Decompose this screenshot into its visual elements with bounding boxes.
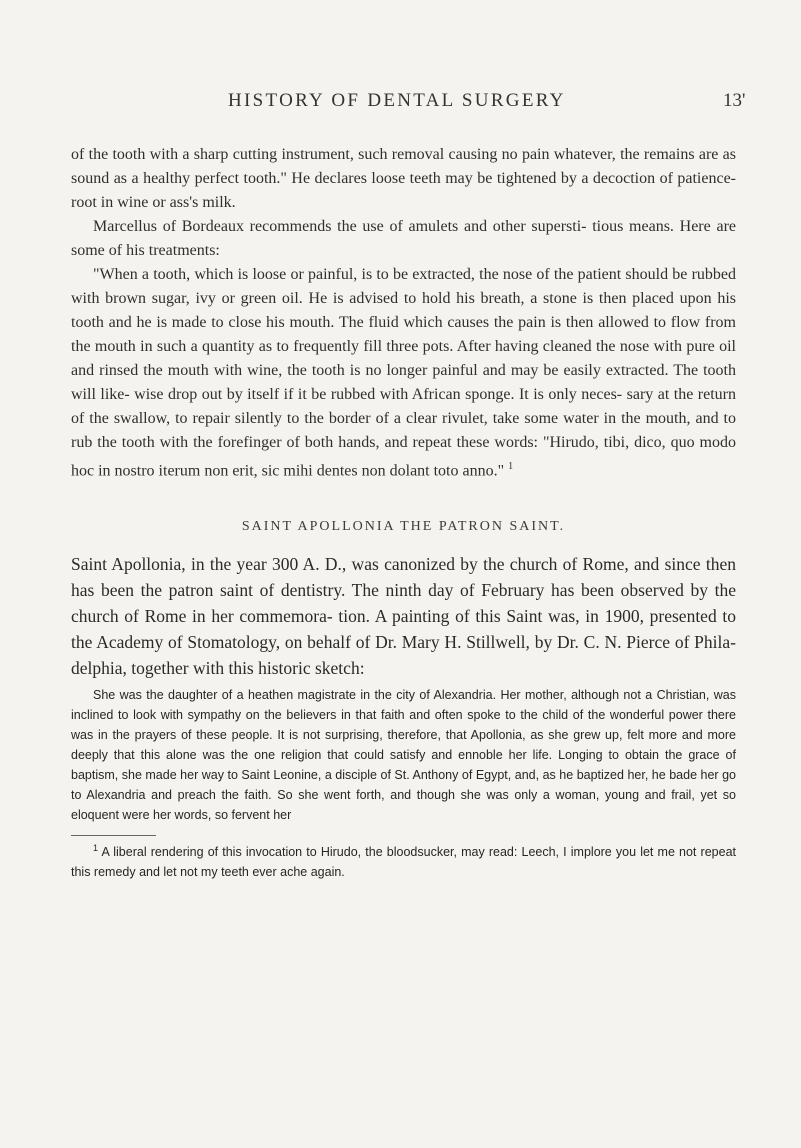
page-body xyxy=(71,143,736,882)
running-head xyxy=(0,90,801,120)
paragraph-apollonia: Saint Apollonia, in the year 300 A. D., was canonized by the church of Rome, and since then has been the patron saint of dentistry. The ninth day of February has been observed by the church of Rome in her commemora- tion. A painting of this Saint was, in 1900, presented to the Academy of Stomatology, on behalf of Dr. Mary H. Stillwell, by Dr. C. N. Pierce of Phila- delphia, together with this historic sketch: xyxy=(71,554,736,679)
paragraph-treatment-quote xyxy=(71,263,736,483)
footnote-divider xyxy=(71,835,156,836)
historic-sketch-quote: She was the daughter of a heathen magistrate in the city of Alexandria. Her mother, although not a Christian, was inclined to look with sympathy on the believers in that faith and often spoke to the child of the wonderful power there was in the prayers of these people. It is not surprising, therefore, that Apollonia, as she grew up, felt more and more deeply that this alone was the one religion that could satisfy and ennoble her life. Longing to obtain the grace of baptism, she made her way to Saint Leonine, a disciple of St. Anthony of Egypt, and, as he baptized her, he bade her go to Alexandria and preach the faith. So she went forth, and though she was only a woman, young and frail, yet so eloquent were her words, so fervent her xyxy=(71,688,736,823)
page-number: 13' xyxy=(723,90,746,111)
opening-text xyxy=(71,143,736,483)
section-heading: SAINT APOLLONIA THE PATRON SAINT. xyxy=(241,519,566,535)
footnote-text: A liberal rendering of this invocation to Hirudo, the bloodsucker, may read: Leech, I implore you let me not repeat this remedy and let not my teeth ever ache again. xyxy=(71,845,736,880)
footnote-number: 1 xyxy=(93,843,99,854)
footnote xyxy=(71,842,736,882)
paragraph-continuation: of the tooth with a sharp cutting instrument, such removal causing no pain whatever, the remains are as sound as a healthy perfect tooth." He declares loose teeth may be tightened by a decoction of patience-root in wine or ass's milk. xyxy=(71,146,736,211)
running-title: HISTORY OF DENTAL SURGERY xyxy=(228,90,566,111)
section-body xyxy=(71,551,736,681)
paragraph-marcellus: Marcellus of Bordeaux recommends the use of amulets and other supersti- tious means. Here are some of his treatments: xyxy=(71,218,736,259)
footnote-reference: 1 xyxy=(508,461,514,472)
treatment-quote-text: "When a tooth, which is loose or painful, is to be extracted, the nose of the patient should be rubbed with brown sugar, ivy or green oil. He is advised to hold his breath, a stone is then placed upon his tooth and he is made to close his mouth. The fluid which causes the pain is then allowed to flow from the mouth in such a quantity as to frequently fill three pots. After having cleaned the nose with pure oil and rinsed the mouth with wine, the tooth is no longer painful and may be easily extracted. The tooth will like- wise drop out by itself if it be rubbed with African sponge. It is only neces- sary at the return of the swallow, to repair silently to the border of a clear rivulet, take some water in the mouth, and to rub the tooth with the forefinger of both hands, and repeat these words: "Hirudo, tibi, dico, quo modo hoc in nostro iterum non erit, sic mihi dentes non dolant toto anno." xyxy=(71,266,736,480)
